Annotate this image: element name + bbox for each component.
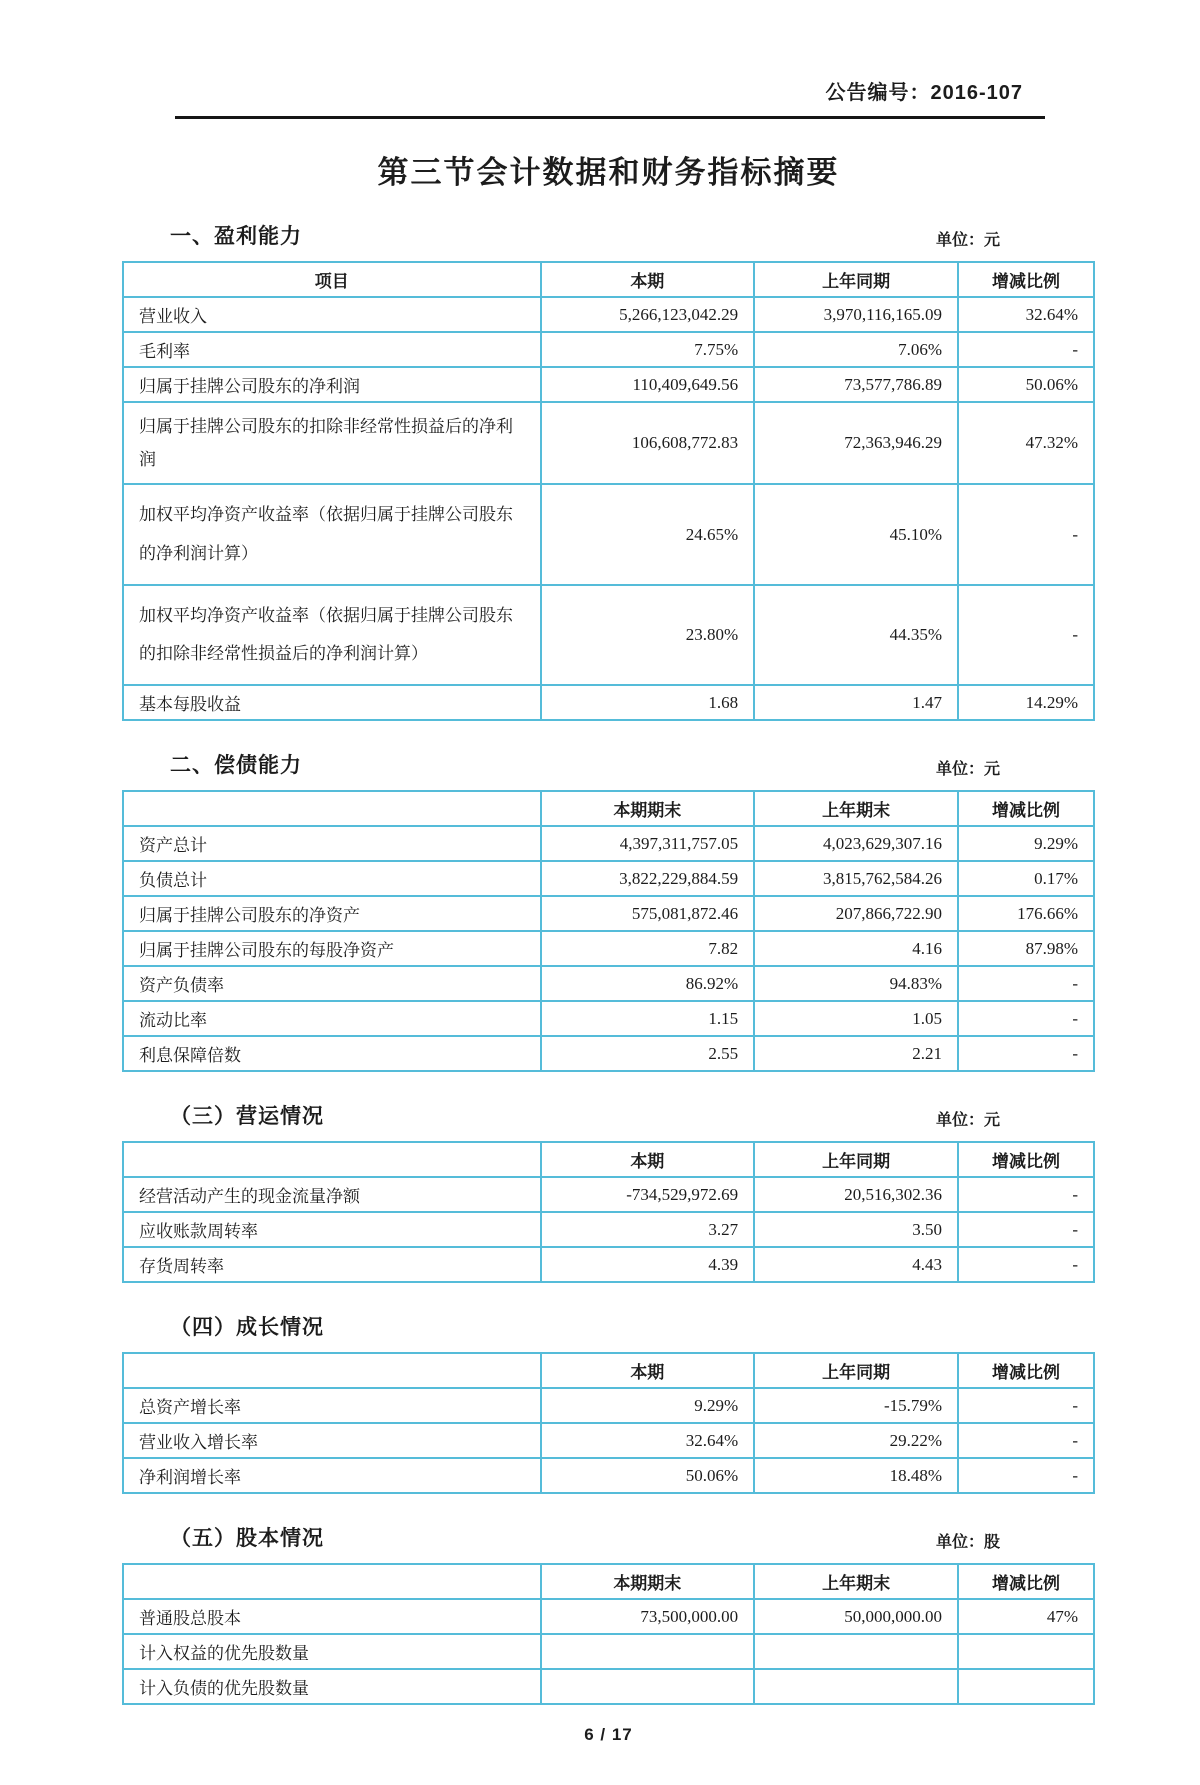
- col-header-prior: 上年同期: [754, 1142, 958, 1177]
- unit-label: 单位：股: [935, 1534, 1000, 1552]
- current-value-cell: 575,081,872.46: [541, 896, 755, 931]
- section-operations: [122, 1100, 1095, 1283]
- table-row: [123, 367, 1094, 402]
- row-label-cell: 计入负债的优先股数量: [123, 1669, 541, 1704]
- prior-value-cell: 4.16: [754, 931, 958, 966]
- prior-value-cell: 73,577,786.89: [754, 367, 958, 402]
- prior-value-cell: 7.06%: [754, 332, 958, 367]
- table-header-row: [123, 1564, 1094, 1599]
- change-ratio-cell: [958, 1669, 1094, 1704]
- col-header-change: 增减比例: [958, 791, 1094, 826]
- prior-value-cell: 4.43: [754, 1247, 958, 1282]
- change-ratio-cell: 176.66%: [958, 896, 1094, 931]
- table-header-row: [123, 1142, 1094, 1177]
- table-row: [123, 685, 1094, 720]
- row-label-cell: 负债总计: [123, 861, 541, 896]
- change-ratio-cell: -: [958, 1423, 1094, 1458]
- unit-label: 单位：元: [935, 761, 1000, 779]
- col-header-item: [123, 1564, 541, 1599]
- page-title: 第三节会计数据和财务指标摘要: [377, 155, 840, 190]
- section-heading: （三）营运情况: [170, 1105, 324, 1129]
- prior-value-cell: 29.22%: [754, 1423, 958, 1458]
- prior-value-cell: 2.21: [754, 1036, 958, 1071]
- col-header-current: 本期: [541, 262, 755, 297]
- current-value-cell: [541, 1669, 755, 1704]
- table-row: [123, 861, 1094, 896]
- table-row: [123, 1423, 1094, 1458]
- table-row: [123, 931, 1094, 966]
- prior-value-cell: 3,815,762,584.26: [754, 861, 958, 896]
- prior-value-cell: 18.48%: [754, 1458, 958, 1493]
- unit-label: 单位：元: [935, 1112, 1000, 1130]
- prior-value-cell: 72,363,946.29: [754, 402, 958, 484]
- prior-value-cell: 94.83%: [754, 966, 958, 1001]
- current-value-cell: 73,500,000.00: [541, 1599, 755, 1634]
- col-header-change: 增减比例: [958, 1353, 1094, 1388]
- table-row: [123, 966, 1094, 1001]
- current-value-cell: 2.55: [541, 1036, 755, 1071]
- prior-value-cell: 44.35%: [754, 585, 958, 686]
- row-label-cell: 归属于挂牌公司股东的净资产: [123, 896, 541, 931]
- row-label-cell: 归属于挂牌公司股东的净利润: [123, 367, 541, 402]
- col-header-change: 增减比例: [958, 262, 1094, 297]
- section-growth: [122, 1311, 1095, 1494]
- share-capital-table: [122, 1563, 1095, 1705]
- change-ratio-cell: -: [958, 1177, 1094, 1212]
- table-row: [123, 1036, 1094, 1071]
- table-row: [123, 1001, 1094, 1036]
- row-label-cell: 计入权益的优先股数量: [123, 1634, 541, 1669]
- row-label-cell: 流动比率: [123, 1001, 541, 1036]
- row-label-cell: 加权平均净资产收益率（依据归属于挂牌公司股东的净利润计算）: [123, 484, 541, 585]
- table-row: [123, 1634, 1094, 1669]
- current-value-cell: 23.80%: [541, 585, 755, 686]
- operations-table: [122, 1141, 1095, 1283]
- col-header-item: [123, 791, 541, 826]
- prior-value-cell: 3,970,116,165.09: [754, 297, 958, 332]
- prior-value-cell: 50,000,000.00: [754, 1599, 958, 1634]
- change-ratio-cell: -: [958, 966, 1094, 1001]
- change-ratio-cell: [958, 1634, 1094, 1669]
- col-header-item: [123, 1353, 541, 1388]
- table-row: [123, 1599, 1094, 1634]
- table-row: [123, 297, 1094, 332]
- section-header-bar: [122, 1522, 1095, 1552]
- prior-value-cell: 3.50: [754, 1212, 958, 1247]
- change-ratio-cell: -: [958, 484, 1094, 585]
- prior-value-cell: 1.05: [754, 1001, 958, 1036]
- change-ratio-cell: 32.64%: [958, 297, 1094, 332]
- row-label-cell: 资产总计: [123, 826, 541, 861]
- doc-number: 公告编号：2016-107: [825, 82, 1023, 104]
- current-value-cell: 24.65%: [541, 484, 755, 585]
- section-heading: 二、偿债能力: [170, 754, 302, 778]
- prior-value-cell: [754, 1634, 958, 1669]
- table-row: [123, 585, 1094, 686]
- col-header-current: 本期: [541, 1353, 755, 1388]
- current-value-cell: 32.64%: [541, 1423, 755, 1458]
- col-header-prior: 上年同期: [754, 1353, 958, 1388]
- current-value-cell: 5,266,123,042.29: [541, 297, 755, 332]
- change-ratio-cell: 87.98%: [958, 931, 1094, 966]
- section-profitability: [122, 220, 1095, 721]
- table-header-row: [123, 791, 1094, 826]
- change-ratio-cell: -: [958, 1388, 1094, 1423]
- col-header-item: [123, 1142, 541, 1177]
- table-row: [123, 1247, 1094, 1282]
- col-header-change: 增减比例: [958, 1564, 1094, 1599]
- col-header-item: 项目: [123, 262, 541, 297]
- col-header-prior: 上年期末: [754, 791, 958, 826]
- section-header-bar: [122, 749, 1095, 779]
- change-ratio-cell: -: [958, 332, 1094, 367]
- table-header-row: [123, 262, 1094, 297]
- current-value-cell: 7.75%: [541, 332, 755, 367]
- row-label-cell: 毛利率: [123, 332, 541, 367]
- change-ratio-cell: 0.17%: [958, 861, 1094, 896]
- table-row: [123, 826, 1094, 861]
- solvency-table: [122, 790, 1095, 1072]
- current-value-cell: [541, 1634, 755, 1669]
- col-header-prior: 上年期末: [754, 1564, 958, 1599]
- section-header-bar: [122, 220, 1095, 250]
- section-heading: 一、盈利能力: [170, 225, 302, 248]
- prior-value-cell: 4,023,629,307.16: [754, 826, 958, 861]
- section-header-bar: [122, 1311, 1095, 1341]
- profitability-table: [122, 261, 1095, 721]
- row-label-cell: 经营活动产生的现金流量净额: [123, 1177, 541, 1212]
- current-value-cell: 106,608,772.83: [541, 402, 755, 484]
- row-label-cell: 应收账款周转率: [123, 1212, 541, 1247]
- change-ratio-cell: 47.32%: [958, 402, 1094, 484]
- change-ratio-cell: -: [958, 1036, 1094, 1071]
- row-label-cell: 利息保障倍数: [123, 1036, 541, 1071]
- change-ratio-cell: 14.29%: [958, 685, 1094, 720]
- change-ratio-cell: 47%: [958, 1599, 1094, 1634]
- current-value-cell: -734,529,972.69: [541, 1177, 755, 1212]
- current-value-cell: 86.92%: [541, 966, 755, 1001]
- table-row: [123, 332, 1094, 367]
- current-value-cell: 1.68: [541, 685, 755, 720]
- table-row: [123, 484, 1094, 585]
- change-ratio-cell: -: [958, 1212, 1094, 1247]
- table-row: [123, 1669, 1094, 1704]
- header-rule: [175, 116, 1045, 119]
- row-label-cell: 加权平均净资产收益率（依据归属于挂牌公司股东的扣除非经常性损益后的净利润计算）: [123, 585, 541, 686]
- current-value-cell: 1.15: [541, 1001, 755, 1036]
- unit-label: 单位：元: [935, 232, 1000, 249]
- page-number: 6 / 17: [584, 1725, 633, 1745]
- current-value-cell: 3.27: [541, 1212, 755, 1247]
- change-ratio-cell: 9.29%: [958, 826, 1094, 861]
- row-label-cell: 普通股总股本: [123, 1599, 541, 1634]
- col-header-current: 本期: [541, 1142, 755, 1177]
- row-label-cell: 营业收入增长率: [123, 1423, 541, 1458]
- table-row: [123, 1458, 1094, 1493]
- row-label-cell: 归属于挂牌公司股东的扣除非经常性损益后的净利润: [123, 402, 541, 484]
- section-share-capital: [122, 1522, 1095, 1705]
- row-label-cell: 净利润增长率: [123, 1458, 541, 1493]
- row-label-cell: 营业收入: [123, 297, 541, 332]
- prior-value-cell: 20,516,302.36: [754, 1177, 958, 1212]
- col-header-current: 本期期末: [541, 791, 755, 826]
- growth-table: [122, 1352, 1095, 1494]
- current-value-cell: 9.29%: [541, 1388, 755, 1423]
- prior-value-cell: -15.79%: [754, 1388, 958, 1423]
- row-label-cell: 存货周转率: [123, 1247, 541, 1282]
- change-ratio-cell: -: [958, 585, 1094, 686]
- current-value-cell: 3,822,229,884.59: [541, 861, 755, 896]
- col-header-prior: 上年同期: [754, 262, 958, 297]
- current-value-cell: 110,409,649.56: [541, 367, 755, 402]
- current-value-cell: 50.06%: [541, 1458, 755, 1493]
- current-value-cell: 4,397,311,757.05: [541, 826, 755, 861]
- table-row: [123, 1212, 1094, 1247]
- col-header-change: 增减比例: [958, 1142, 1094, 1177]
- table-row: [123, 1177, 1094, 1212]
- section-header-bar: [122, 1100, 1095, 1130]
- prior-value-cell: [754, 1669, 958, 1704]
- change-ratio-cell: -: [958, 1247, 1094, 1282]
- section-heading: （五）股本情况: [170, 1527, 324, 1551]
- prior-value-cell: 45.10%: [754, 484, 958, 585]
- change-ratio-cell: -: [958, 1458, 1094, 1493]
- table-row: [123, 896, 1094, 931]
- section-solvency: [122, 749, 1095, 1072]
- current-value-cell: 4.39: [541, 1247, 755, 1282]
- row-label-cell: 基本每股收益: [123, 685, 541, 720]
- table-row: [123, 1388, 1094, 1423]
- table-header-row: [123, 1353, 1094, 1388]
- col-header-current: 本期期末: [541, 1564, 755, 1599]
- section-heading: （四）成长情况: [170, 1316, 324, 1340]
- prior-value-cell: 1.47: [754, 685, 958, 720]
- row-label-cell: 总资产增长率: [123, 1388, 541, 1423]
- current-value-cell: 7.82: [541, 931, 755, 966]
- table-row: [123, 402, 1094, 484]
- row-label-cell: 资产负债率: [123, 966, 541, 1001]
- change-ratio-cell: 50.06%: [958, 367, 1094, 402]
- change-ratio-cell: -: [958, 1001, 1094, 1036]
- prior-value-cell: 207,866,722.90: [754, 896, 958, 931]
- row-label-cell: 归属于挂牌公司股东的每股净资产: [123, 931, 541, 966]
